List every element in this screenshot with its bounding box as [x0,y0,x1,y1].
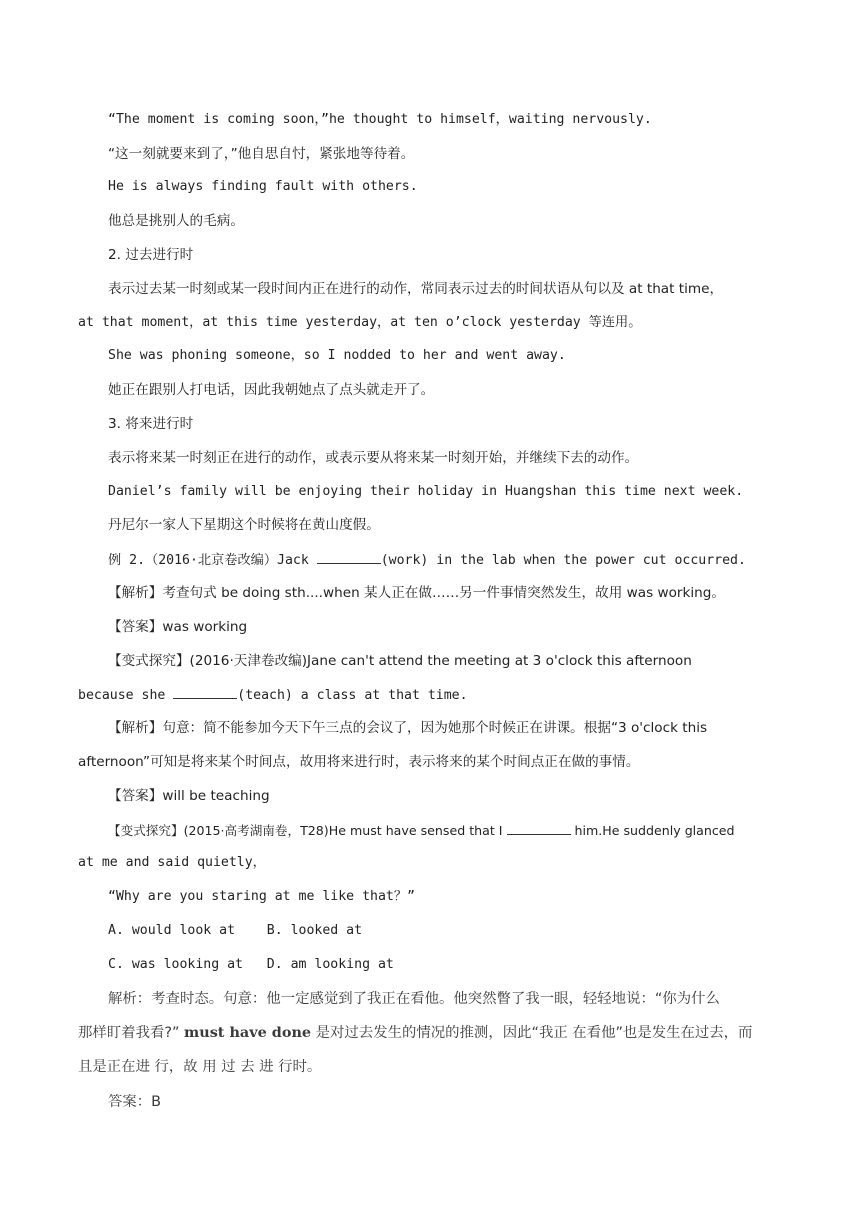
question-text: (teach) a class at that time. [237,688,468,703]
analysis-text: 那样盯着我看?” [78,1025,185,1041]
example-sentence-en: “The moment is coming soon，”he thought to himself，waiting nervously. [108,112,652,127]
answer-blank [507,820,571,835]
analysis-line: 【解析】考查句式 be doing sth....when 某人正在做……另一件事情突然发生，故用 was working。 [108,585,725,601]
example-translation: 丹尼尔一家人下星期这个时候将在黄山度假。 [108,517,380,533]
analysis-line: 【解析】句意：简不能参加今天下午三点的会议了，因为她那个时候正在讲课。根据“3 o'clock this [108,720,708,736]
exercise-question [108,549,848,571]
paragraph-line: at that moment，at this time yesterday，at ten o’clock yesterday 等连用。 [78,315,642,330]
variant-question [78,684,848,706]
question-text: 例 2.（2016·北京卷改编）Jack [108,553,317,568]
example-translation: 她正在跟别人打电话，因此我朝她点了点头就走开了。 [108,382,435,398]
question-text: because she [78,688,174,703]
variant-question: 【变式探究】(2016·天津卷改编)Jane can't attend the meeting at 3 o'clock this afternoon [108,653,692,669]
section-heading: 3. 将来进行时 [108,416,194,432]
answer-line: 【答案】was working [108,619,248,635]
analysis-text: 是对过去发生的情况的推测，因此“我正 在看他”也是发生在过去，而 [311,1025,753,1041]
example-sentence-en: Daniel’s family will be enjoying their holiday in Huangshan this time next week. [108,484,744,499]
quoted-speech: “Why are you staring at me like that？” [108,889,415,904]
scanned-analysis-line: 且是正在进 行，故 用 过 去 进 行时。 [78,1059,322,1075]
example-translation: 他总是挑别人的毛病。 [108,213,244,229]
option-line: A. would look at B. looked at [108,923,363,938]
variant-question [108,820,848,841]
scanned-analysis-line [78,1023,848,1043]
paragraph-line: 表示过去某一时刻或某一段时间内正在进行的动作，常同表示过去的时间状语从句以及 at that time， [108,281,724,297]
example-translation: “这一刻就要来到了，”他自思自忖，紧张地等待着。 [108,146,415,162]
question-text: 【变式探究】(2015·高考湖南卷，T28)He must have sensed that I [108,823,507,838]
answer-blank [317,549,381,564]
paragraph-line: 表示将来某一时刻正在进行的动作，或表示要从将来某一时刻开始，并继续下去的动作。 [108,450,639,466]
question-text: him.He suddenly glanced [570,823,735,838]
example-sentence-en: He is always finding fault with others. [108,179,418,194]
answer-blank [173,684,237,699]
analysis-line: afternoon”可知是将来某个时间点，故用将来进行时，表示将来的某个时间点正在做的事情。 [78,754,640,770]
scanned-answer-line: 答案：B [108,1094,162,1110]
analysis-keyphrase: must have done [184,1024,312,1041]
section-heading: 2. 过去进行时 [108,247,194,263]
answer-line: 【答案】will be teaching [108,788,270,804]
scanned-analysis-line: 解析：考查时态。句意：他一定感觉到了我正在看他。他突然瞥了我一眼，轻轻地说：“你为什么 [108,991,720,1007]
example-sentence-en: She was phoning someone，so I nodded to her and went away. [108,348,566,363]
variant-question: at me and said quietly， [78,855,266,870]
option-line: C. was looking at D. am looking at [108,957,394,972]
question-text: (work) in the lab when the power cut occurred. [380,553,746,568]
